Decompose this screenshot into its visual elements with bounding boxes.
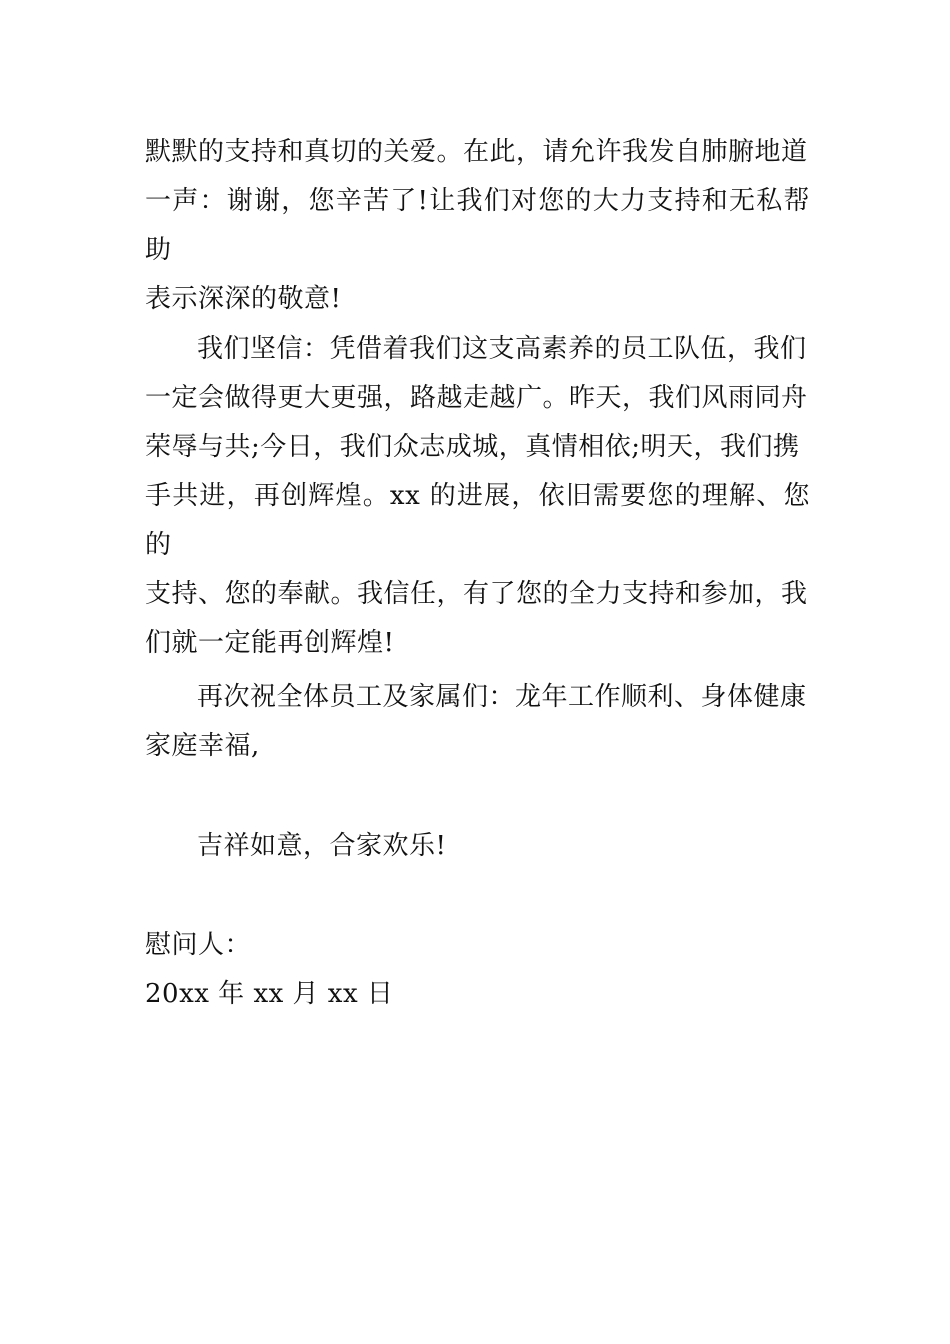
paragraph-wishes: 再次祝全体员工及家属们：龙年工作顺利、身体健康 家庭幸福,	[145, 682, 807, 761]
paragraph-gratitude: 默默的支持和真切的关爱。在此，请允许我发自肺腑地道 一声：谢谢，您辛苦了!让我们对您的大力支持和无私帮助 表示深深的敬意!	[145, 137, 810, 314]
signature-label: 慰问人：	[145, 930, 252, 960]
signature-date: 20xx 年 xx 月 xx 日	[145, 979, 394, 1009]
paragraph-blessing: 吉祥如意，合家欢乐!	[197, 831, 447, 861]
paragraph-confidence: 我们坚信：凭借着我们这支高素养的员工队伍，我们 一定会做得更大更强，路越走越广。昨天，我们风雨同舟 荣辱与共;今日，我们众志成城，真情相依;明天，我们携 手共进，再创辉煌。xx 的进展，依旧需要您的理解、您的 支持、您的奉献。我信任，有了您的全力支持和参加，我 们就一定能再创辉煌!	[145, 334, 810, 658]
